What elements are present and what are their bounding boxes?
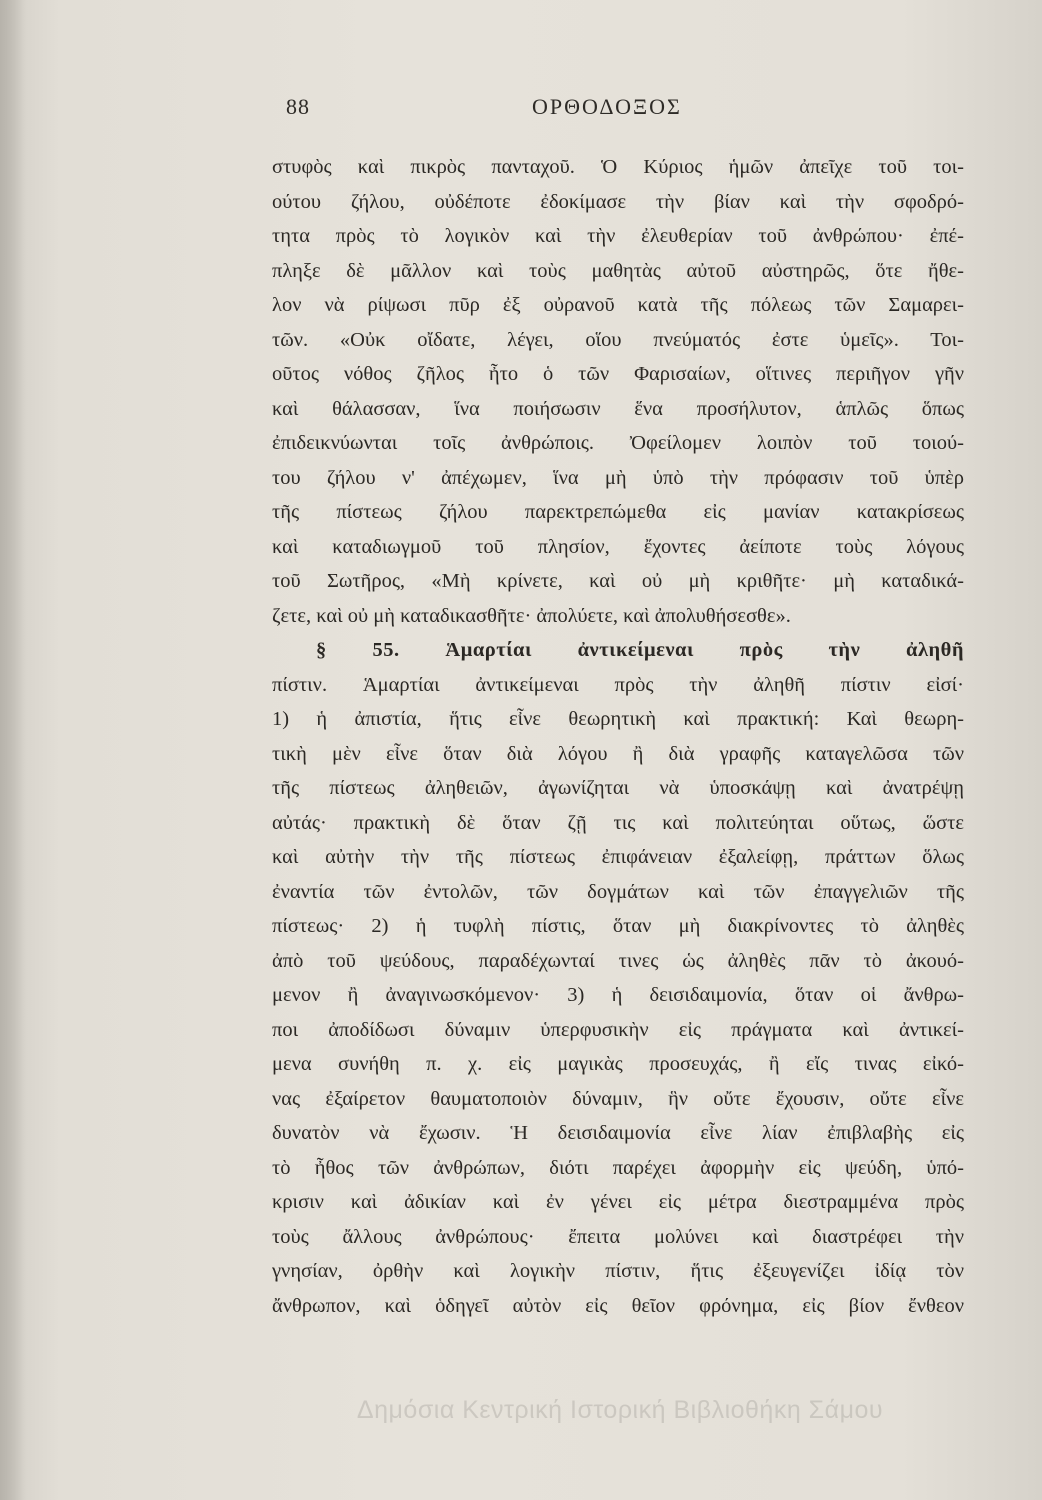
text-line: τὸ ἦθος τῶν ἀνθρώπων, διότι παρέχει ἀφορμὴν εἰς ψεύδη, ὑπό- (272, 1156, 964, 1179)
text-line: ζετε, καὶ οὐ μὴ καταδικασθῆτε· ἀπολύετε, καὶ ἀπολυθήσεσθε». (272, 604, 791, 627)
text-line: τητα πρὸς τὸ λογικὸν καὶ τὴν ἐλευθερίαν τοῦ ἀνθρώπου· ἐπέ- (272, 225, 964, 247)
text-line: τῆς πίστεως ἀληθειῶν, ἀγωνίζηται νὰ ὑποσκάψῃ καὶ ἀνατρέψῃ (272, 777, 964, 799)
library-watermark: Δημόσια Κεντρική Ιστορική Βιβλιοθήκη Σάμου (356, 1396, 884, 1424)
text-line: του ζήλου ν' ἀπέχωμεν, ἵνα μὴ ὑπὸ τὴν πρόφασιν τοῦ ὑπὲρ (272, 466, 964, 489)
text-line: λον νὰ ρίψωσι πῦρ ἐξ οὐρανοῦ κατὰ τῆς πόλεως τῶν Σαμαρει- (272, 294, 964, 316)
text-line: γνησίαν, ὀρθὴν καὶ λογικὴν πίστιν, ἥτις ἐξευγενίζει ἰδίᾳ τὸν (272, 1260, 964, 1282)
text-line: τικὴ μὲν εἶνε ὅταν διὰ λόγου ἢ διὰ γραφῆς καταγελῶσα τῶν (272, 742, 964, 765)
section-heading: § 55. Ἁμαρτίαι ἀντικείμεναι πρὸς τὴν ἀληθῆ (316, 639, 964, 661)
text-line: ἐπιδεικνύωνται τοῖς ἀνθρώποις. Ὀφείλομεν λοιπὸν τοῦ τοιού- (272, 432, 964, 454)
text-line: πληξε δὲ μᾶλλον καὶ τοὺς μαθητὰς αὐτοῦ αὐστηρῶς, ὅτε ἤθε- (272, 259, 964, 282)
text-line: καὶ θάλασσαν, ἵνα ποιήσωσιν ἕνα προσήλυτον, ἁπλῶς ὅπως (272, 397, 964, 420)
text-line: πίστιν. Ἁμαρτίαι ἀντικείμεναι πρὸς τὴν ἀληθῆ πίστιν εἰσί· (272, 673, 964, 696)
text-line: πίστεως· 2) ἡ τυφλὴ πίστις, ὅταν μὴ διακρίνοντες τὸ ἀληθὲς (272, 915, 964, 937)
text-line: δυνατὸν νὰ ἔχωσιν. Ἡ δεισιδαιμονία εἶνε λίαν ἐπιβλαβὴς εἰς (272, 1122, 964, 1144)
text-line: ἄνθρωπον, καὶ ὁδηγεῖ αὐτὸν εἰς θεῖον φρόνημα, εἰς βίον ἔνθεον (272, 1294, 964, 1317)
text-line: τοὺς ἄλλους ἀνθρώπους· ἔπειτα μολύνει καὶ διαστρέφει τὴν (272, 1225, 964, 1248)
text-line: μενον ἢ ἀναγινωσκόμενον· 3) ἡ δεισιδαιμονία, ὅταν οἱ ἄνθρω- (272, 984, 964, 1006)
text-line: αὐτάς· πρακτικὴ δὲ ὅταν ζῇ τις καὶ πολιτεύηται οὕτως, ὥστε (272, 811, 964, 834)
text-line: ἀπὸ τοῦ ψεύδους, παραδέχωνταί τινες ὡς ἀληθὲς πᾶν τὸ ἀκουό- (272, 949, 964, 972)
text-line: μενα συνήθη π. χ. εἰς μαγικὰς προσευχάς, ἢ εἴς τινας εἰκό- (272, 1053, 964, 1075)
text-line: ποι ἀποδίδωσι δύναμιν ὑπερφυσικὴν εἰς πράγματα καὶ ἀντικεί- (272, 1018, 964, 1041)
text-line: 1) ἡ ἀπιστία, ἥτις εἶνε θεωρητικὴ καὶ πρακτική: Καὶ θεωρη- (272, 708, 964, 730)
binding-gutter-shadow (0, 0, 26, 1500)
text-line: στυφὸς καὶ πικρὸς πανταχοῦ. Ὁ Κύριος ἡμῶν ἀπεῖχε τοῦ τοι- (272, 156, 964, 178)
body-text (272, 150, 964, 1323)
page-number: 88 (286, 94, 310, 119)
text-line: κρισιν καὶ ἀδικίαν καὶ ἐν γένει εἰς μέτρα διεστραμμένα πρὸς (272, 1191, 964, 1213)
text-line: νας ἐξαίρετον θαυματοποιὸν δύναμιν, ἣν οὔτε ἔχουσιν, οὔτε εἶνε (272, 1087, 964, 1110)
text-line: καὶ καταδιωγμοῦ τοῦ πλησίον, ἔχοντες ἀείποτε τοὺς λόγους (272, 535, 964, 558)
journal-title: ΟΡΘΟΔΟΞΟΣ (532, 94, 682, 119)
text-line: ούτου ζήλου, οὐδέποτε ἐδοκίμασε τὴν βίαν καὶ τὴν σφοδρό- (272, 190, 964, 213)
text-line: τῆς πίστεως ζήλου παρεκτρεπώμεθα εἰς μανίαν κατακρίσεως (272, 501, 964, 523)
text-line: ἐναντία τῶν ἐντολῶν, τῶν δογμάτων καὶ τῶν ἐπαγγελιῶν τῆς (272, 880, 964, 903)
running-head (280, 94, 980, 134)
text-line: τοῦ Σωτῆρος, «Μὴ κρίνετε, καὶ οὐ μὴ κριθῆτε· μὴ καταδικά- (272, 570, 964, 592)
text-line: τῶν. «Οὐκ οἴδατε, λέγει, οἵου πνεύματός ἐστε ὑμεῖς». Τοι- (272, 328, 964, 351)
text-line: καὶ αὐτὴν τὴν τῆς πίστεως ἐπιφάνειαν ἐξαλείφῃ, πράττων ὅλως (272, 846, 964, 868)
text-line: οῦτος νόθος ζῆλος ἦτο ὁ τῶν Φαρισαίων, οἵτινες περιῆγον γῆν (272, 363, 964, 385)
